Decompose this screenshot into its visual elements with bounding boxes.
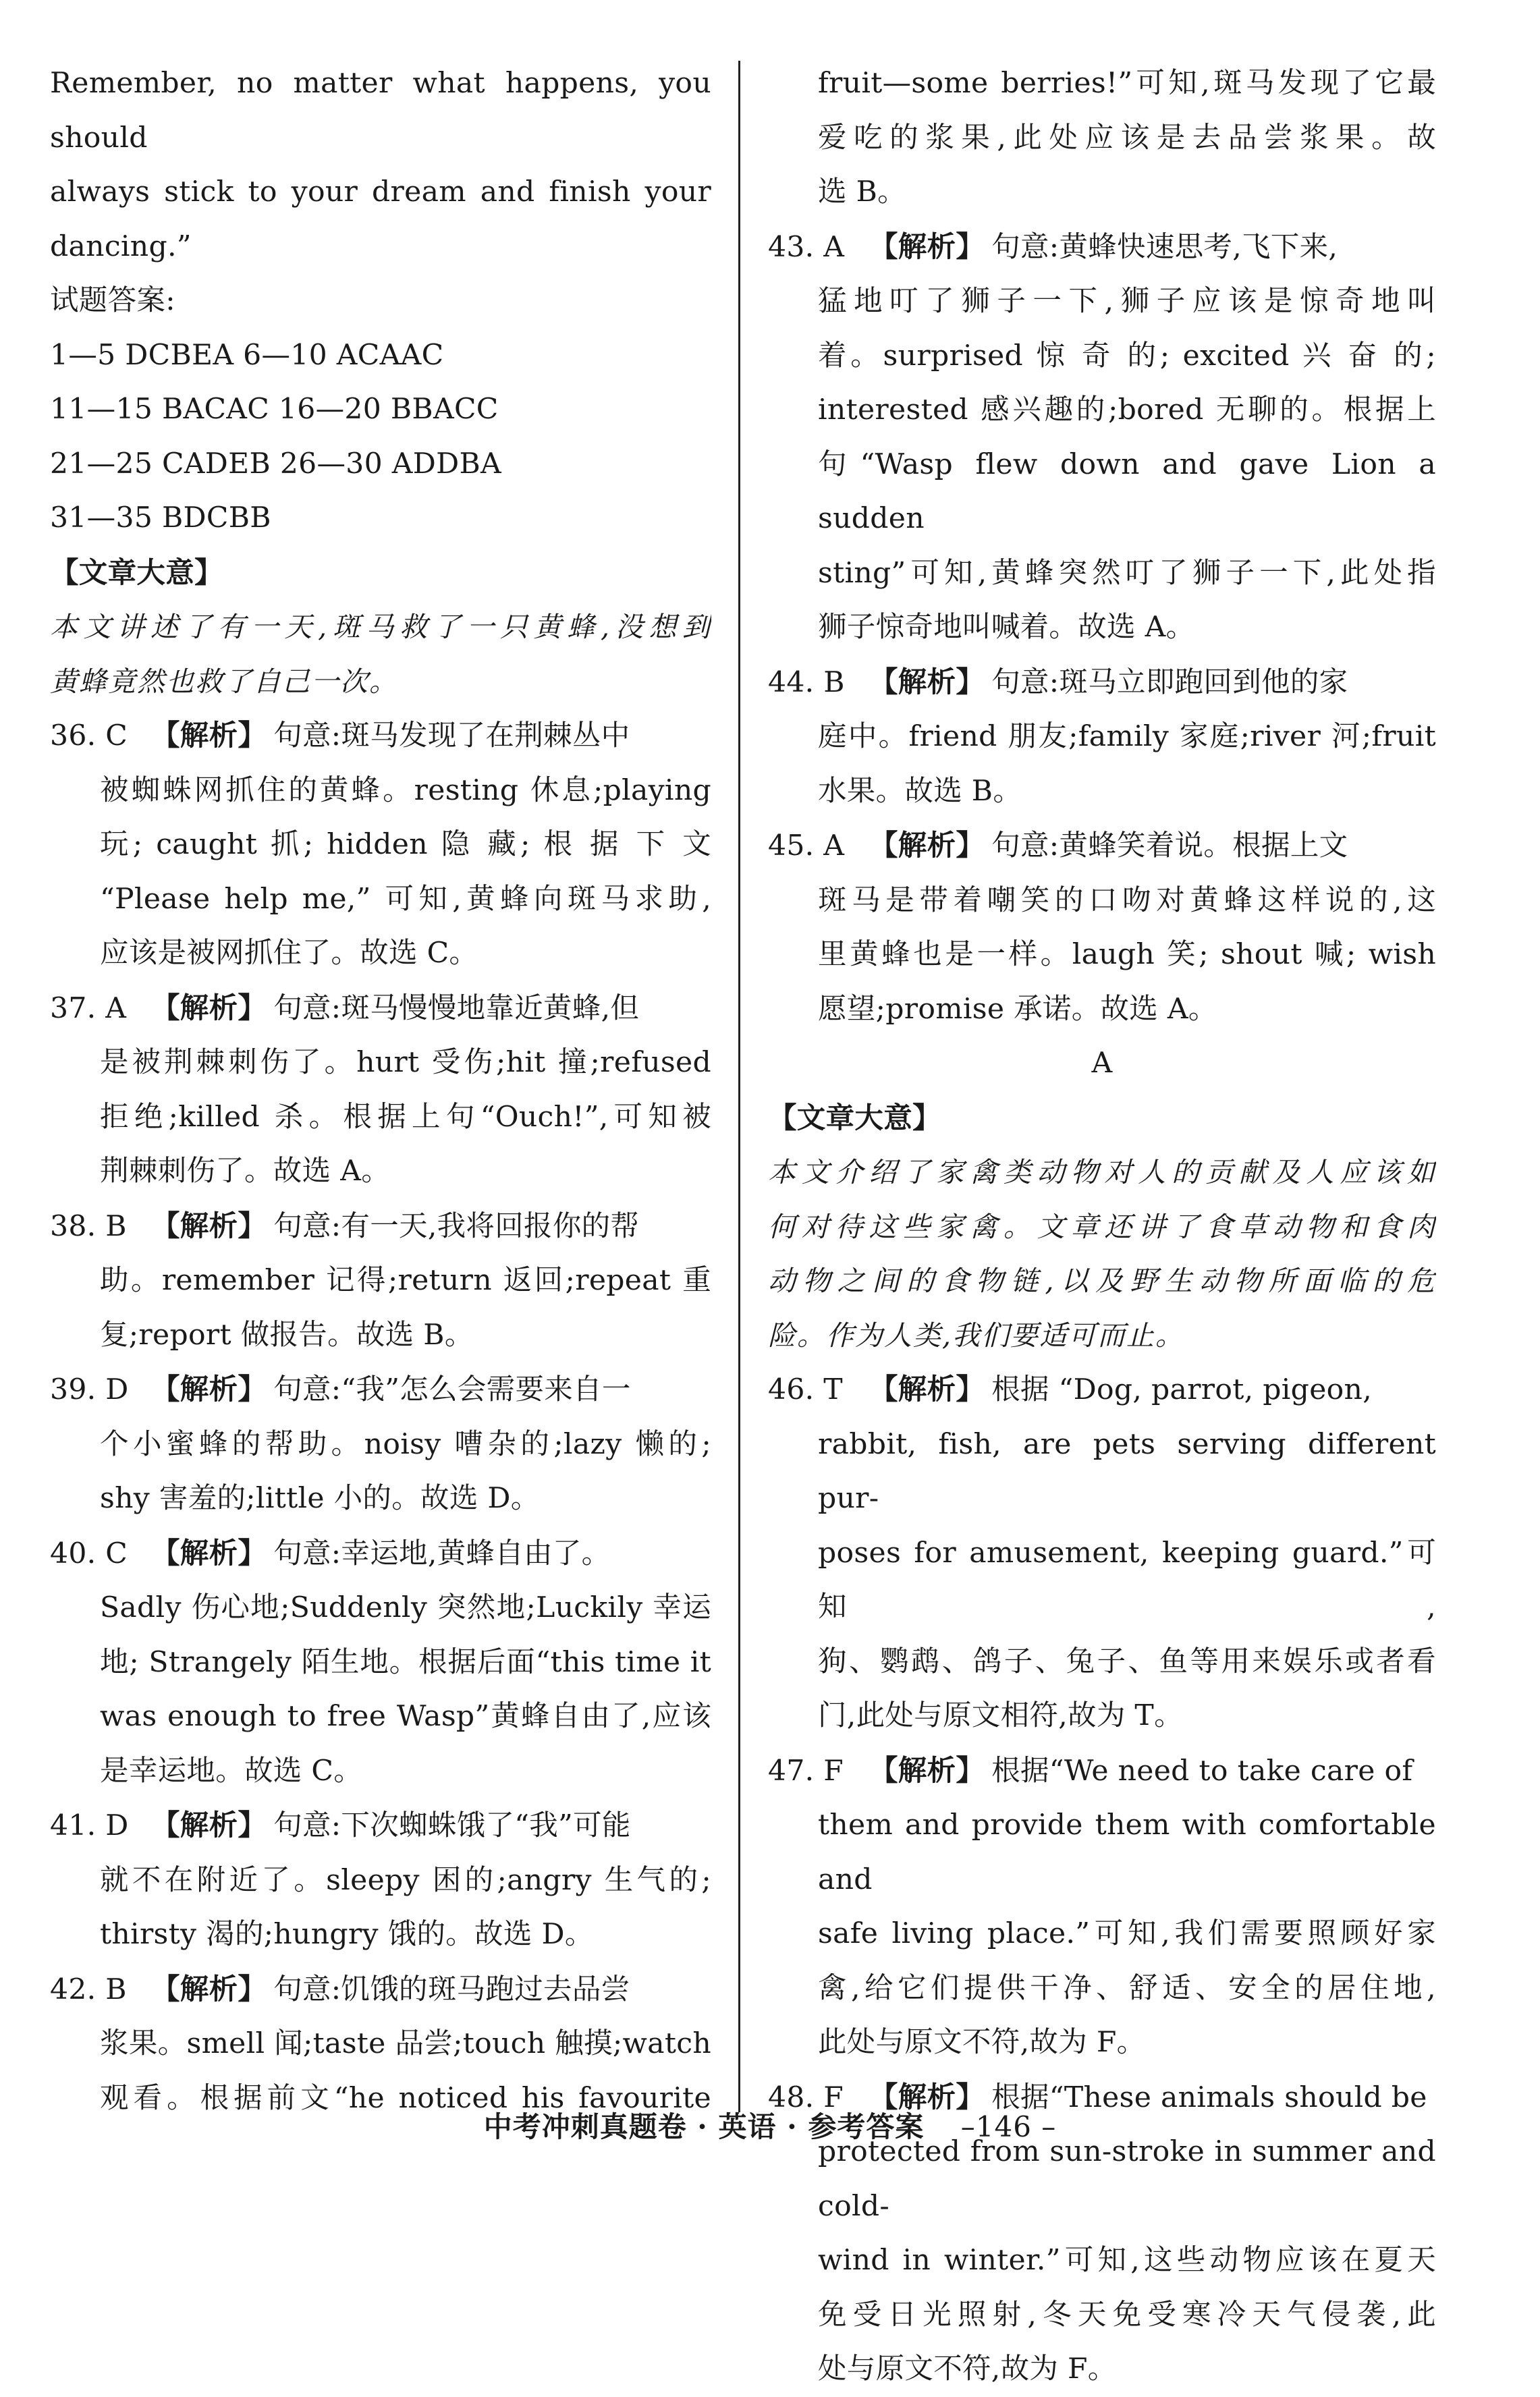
text-line: 水果。故选 B。 <box>818 774 1022 808</box>
question-number: 37. A <box>50 991 127 1025</box>
summary-text-line: 何对待这些家禽。文章还讲了食草动物和食肉 <box>768 1210 1436 1243</box>
analysis-text: 句意:“我”怎么会需要来自一 <box>273 1373 631 1406</box>
footer-title: 中考冲刺真题卷 · 英语 · 参考答案 <box>483 2110 925 2143</box>
text-line: 愿望;promise 承诺。故选 A。 <box>818 992 1217 1026</box>
analysis-label: 【解析】 <box>869 829 985 862</box>
text-line: 是幸运地。故选 C。 <box>100 1754 363 1788</box>
question-number: 40. C <box>50 1537 128 1570</box>
analysis-text: 句意:斑马发现了在荆棘丛中 <box>273 719 630 752</box>
text-line: 观看。根据前文“he noticed his favourite <box>100 2081 711 2115</box>
answer-item-line <box>768 819 1436 874</box>
text-line: “Please help me,” 可知,黄蜂向斑马求助, <box>100 882 711 916</box>
analysis-label: 【解析】 <box>869 1753 985 1788</box>
section-heading: 【文章大意】 <box>768 1101 941 1135</box>
text-line: 狗、鹦鹉、鸽子、兔子、鱼等用来娱乐或者看 <box>818 1645 1436 1678</box>
question-number: 41. D <box>50 1809 129 1842</box>
analysis-text: 句意:幸运地,黄蜂自由了。 <box>273 1537 611 1570</box>
text-line: 21—25 CADEB 26—30 ADDBA <box>50 447 502 480</box>
answer-item-line <box>768 655 1436 711</box>
text-line: A <box>1091 1047 1113 1080</box>
analysis-text: 句意:下次蜘蛛饿了“我”可能 <box>273 1809 631 1842</box>
answer-item-line <box>50 1798 711 1854</box>
answer-item-line <box>50 709 711 764</box>
text-line: rabbit, fish, are pets serving different pur- <box>818 1427 1436 1515</box>
text-line: 狮子惊奇地叫喊着。故选 A。 <box>818 611 1195 644</box>
text-line: 就不在附近了。sleepy 困的;angry 生气的; <box>100 1863 711 1897</box>
summary-text-line: 本文介绍了家禽类动物对人的贡献及人应该如 <box>768 1156 1436 1188</box>
text-line: sting”可知,黄蜂突然叮了狮子一下,此处指 <box>818 556 1436 590</box>
text-line: 此处与原文不符,故为 F。 <box>818 2026 1146 2059</box>
text-line: shy 害羞的;little 小的。故选 D。 <box>100 1482 540 1515</box>
text-line: 猛地叮了狮子一下,狮子应该是惊奇地叫 <box>818 285 1436 318</box>
answer-item-line <box>768 1744 1436 1799</box>
text-line: 玩; caught 抓; hidden 隐 藏; 根 据 下 文 <box>100 828 711 861</box>
analysis-label: 【解析】 <box>869 229 985 264</box>
analysis-label: 【解析】 <box>151 1209 267 1243</box>
text-line: 斑马是带着嘲笑的口吻对黄蜂这样说的,这 <box>818 883 1436 917</box>
page-number: –146 – <box>960 2110 1057 2143</box>
page-footer <box>0 2107 1540 2147</box>
analysis-label: 【解析】 <box>151 1536 267 1570</box>
question-number: 45. A <box>768 829 845 862</box>
analysis-text: 句意:黄蜂笑着说。根据上文 <box>991 829 1348 862</box>
text-line: safe living place.”可知,我们需要照顾好家 <box>818 1917 1436 1950</box>
analysis-label: 【解析】 <box>151 1373 267 1406</box>
text-line: protected from sun-stroke in summer and cold- <box>818 2135 1436 2223</box>
analysis-label: 【解析】 <box>151 991 267 1025</box>
question-number: 36. C <box>50 719 128 752</box>
answer-item-line <box>50 981 711 1037</box>
text-line: 11—15 BACAC 16—20 BBACC <box>50 393 499 426</box>
text-line: 助。remember 记得;return 返回;repeat 重 <box>100 1264 711 1297</box>
text-line: 地; Strangely 陌生地。根据后面“this time it <box>100 1645 711 1679</box>
summary-text-line: 险。作为人类,我们要适可而止。 <box>768 1319 1185 1352</box>
text-line: them and provide them with comfortable and <box>818 1809 1436 1896</box>
text-line: 荆棘刺伤了。故选 A。 <box>100 1155 391 1188</box>
column-divider <box>738 61 740 2112</box>
question-number: 39. D <box>50 1373 129 1406</box>
analysis-text: 句意:斑马慢慢地靠近黄蜂,但 <box>273 991 640 1025</box>
text-line: 1—5 DCBEA 6—10 ACAAC <box>50 338 444 372</box>
text-line: 选 B。 <box>818 175 906 209</box>
text-line: dancing.” <box>50 229 192 263</box>
question-number: 46. T <box>768 1373 843 1406</box>
text-line: 句“Wasp flew down and gave Lion a sudden <box>818 447 1436 535</box>
text-line: 是被荆棘刺伤了。hurt 受伤;hit 撞;refused <box>100 1046 711 1079</box>
analysis-label: 【解析】 <box>151 1972 267 2006</box>
text-line: interested 感兴趣的;bored 无聊的。根据上 <box>818 393 1436 426</box>
analysis-text: 句意:黄蜂快速思考,飞下来, <box>991 230 1338 264</box>
text-line: 个小蜜蜂的帮助。noisy 嘈杂的;lazy 懒的; <box>100 1427 711 1461</box>
text-line: 被蜘蛛网抓住的黄蜂。resting 休息;playing <box>100 773 711 807</box>
text-line: 爱吃的浆果,此处应该是去品尝浆果。故 <box>818 121 1436 155</box>
text-line: thirsty 渴的;hungry 饿的。故选 D。 <box>100 1918 594 1951</box>
text-line: wind in winter.”可知,这些动物应该在夏天 <box>818 2244 1436 2277</box>
question-number: 38. B <box>50 1209 127 1243</box>
text-line: always stick to your dream and finish your <box>50 175 711 209</box>
answer-item-line <box>50 1362 711 1418</box>
text-line: 里黄蜂也是一样。laugh 笑; shout 喊; wish <box>818 938 1436 971</box>
text-line: 门,此处与原文相符,故为 T。 <box>818 1699 1183 1732</box>
right-column <box>768 57 1436 2397</box>
text-line: Sadly 伤心地;Suddenly 突然地;Luckily 幸运 <box>100 1591 711 1624</box>
summary-text-line: 动物之间的食物链,以及野生动物所面临的危 <box>768 1265 1436 1297</box>
question-number: 42. B <box>50 1973 127 2006</box>
text-line: 拒绝;killed 杀。根据上句“Ouch!”,可知被 <box>100 1100 711 1134</box>
question-number: 43. A <box>768 230 845 264</box>
analysis-label: 【解析】 <box>151 1809 267 1842</box>
text-line: 复;report 做报告。故选 B。 <box>100 1318 474 1352</box>
analysis-text: 根据 “Dog, parrot, pigeon, <box>991 1373 1373 1406</box>
text-line: 处与原文不符,故为 F。 <box>818 2352 1117 2386</box>
question-number: 44. B <box>768 665 845 699</box>
analysis-label: 【解析】 <box>151 719 267 752</box>
text-line: 试题答案: <box>50 284 175 317</box>
text-line: was enough to free Wasp”黄蜂自由了,应该 <box>100 1700 711 1733</box>
analysis-text: 根据“These animals should be <box>991 2081 1427 2114</box>
text-line: 免受日光照射,冬天免受寒冷天气侵袭,此 <box>818 2298 1436 2332</box>
text-line: Remember, no matter what happens, you should <box>50 67 711 155</box>
answer-item-line <box>50 1526 711 1582</box>
analysis-label: 【解析】 <box>869 2080 985 2114</box>
analysis-label: 【解析】 <box>869 1373 985 1406</box>
question-number: 47. F <box>768 1754 844 1788</box>
left-column <box>50 57 711 2126</box>
answer-item-line <box>768 1362 1436 1418</box>
answer-item-line <box>50 1962 711 2018</box>
section-heading: 【文章大意】 <box>50 555 223 590</box>
question-number: 48. F <box>768 2081 844 2114</box>
text-line: 庭中。friend 朋友;family 家庭;river 河;fruit <box>818 720 1436 753</box>
text-line: 禽,给它们提供干净、舒适、安全的居住地, <box>818 1971 1436 2005</box>
analysis-label: 【解析】 <box>869 665 985 699</box>
analysis-text: 句意:有一天,我将回报你的帮 <box>273 1209 640 1243</box>
analysis-text: 句意:斑马立即跑回到他的家 <box>991 665 1348 699</box>
analysis-text: 句意:饥饿的斑马跑过去品尝 <box>273 1973 630 2006</box>
text-line: 31—35 BDCBB <box>50 501 271 534</box>
summary-text-line: 黄蜂竟然也救了自己一次。 <box>50 665 398 698</box>
text-line: fruit—some berries!”可知,斑马发现了它最 <box>818 67 1436 100</box>
text-line: poses for amusement, keeping guard.”可知, <box>818 1536 1436 1624</box>
analysis-text: 根据“We need to take care of <box>991 1754 1413 1788</box>
answer-item-line <box>50 1199 711 1255</box>
answer-item-line <box>768 220 1436 275</box>
summary-text-line: 本文讲述了有一天,斑马救了一只黄蜂,没想到 <box>50 611 711 643</box>
text-line: 应该是被网抓住了。故选 C。 <box>100 937 478 970</box>
text-line: 浆果。smell 闻;taste 品尝;touch 触摸;watch <box>100 2027 711 2060</box>
text-line: 着。surprised 惊 奇 的; excited 兴 奋 的; <box>818 339 1436 373</box>
